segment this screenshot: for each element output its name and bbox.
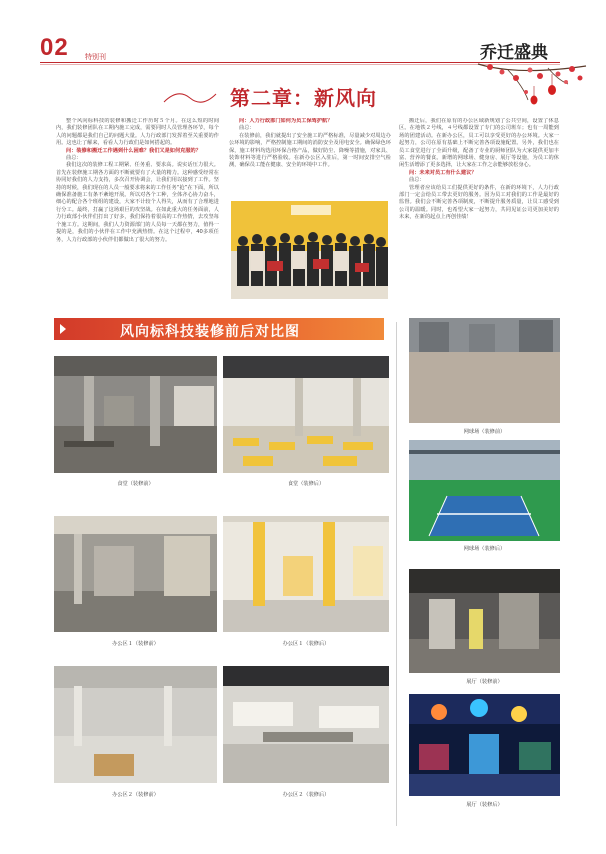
triangle-icon: [60, 324, 66, 334]
photo-office2-before: [54, 666, 217, 783]
question: 问：装修和搬迁工作遇到什么困难？我们又是如何克服的？: [66, 147, 201, 154]
banner-title: 风向标科技装修前后对比图: [120, 324, 300, 340]
masthead-title: 乔迁盛典: [480, 43, 548, 63]
plum-blossom-decoration: [468, 56, 588, 116]
caption: 展厅（装修前）: [466, 679, 503, 685]
caption: 食堂（装修前）: [117, 481, 154, 487]
paragraph: 在装修前，我们就提出了安全施工的严格标准，尽量减少对周边办公环境的影响，严格控制施工期间的消防安全及用电安全。确保绿色环保，施工材料均选用环保合格产品，做好防尘、降噪等措施，对家具、装饰材料等进行严格验收。在新办公区入驻后，第一时间安排空气检测，确保员工能在健康、安全的环境中工作。: [229, 132, 391, 169]
photo-canteen-after: [223, 356, 389, 473]
team-group-photo: [231, 201, 388, 299]
caption: 食堂（装修后）: [287, 481, 325, 487]
caption: 办公区１（装修前）: [112, 641, 159, 647]
article-column-3: [399, 118, 559, 316]
paragraph: 我们这次的装修工程工期紧、任务重、要求高。说实话压力很大。首先在装修施工期各方面的不断就要有了大量的精力。这种感受经常在协同好我们的人力支持，多次召开协调会，让我们用以接到了工作。坚持的时候，我们现在的人员一般要求将来的工作任务“抢”在下面，所以确保准备施工有条不紊地开展。所以对各个工种，全体齐心协力奋斗，细心的配合各个班组的建设，大家不计较个人得失，从而有了合理地进行分工。最终，打赢了这场艰巨的攻坚战。在如此重大的任务面前，人力行政部小伙伴们打出了好多，我们保持着很高的工作热情，去攻坚每个施工方。这期间，我们人力资源部门的人员每一天都在努力，值得一提的是，我们的小伙伴在工作中充满热情。在这个过程中，40多项任务，人力行政部的小伙伴们都做出了很大的努力。: [56, 162, 219, 243]
section-tag: 特别刊: [85, 53, 106, 61]
photo-office1-before: [54, 516, 217, 632]
comparison-banner: [54, 318, 384, 340]
article-column-1: [56, 118, 219, 308]
question: 问：人力行政部门如何为员工保驾护航？: [239, 118, 333, 124]
photo-tennis-before: [409, 318, 560, 423]
column-divider: [396, 322, 397, 826]
photo-canteen-before: [54, 356, 217, 473]
article-column-2: [229, 118, 391, 204]
answer-label: 曲总：: [409, 177, 425, 184]
question: 问：未来对员工有什么建议？: [409, 169, 477, 176]
caption: 办公区１（装修后）: [282, 641, 330, 647]
page-number: 02: [40, 34, 69, 61]
answer-label: 曲总：: [66, 155, 82, 162]
photo-office1-after: [223, 516, 389, 632]
chapter-title: 第二章：新风向: [230, 86, 377, 110]
paragraph: 整个风向标科技的装修和搬迁工作历时５个月。在这么短的时间内，我们装修团队在工期内施工完成，需要同时人员管理各环节，每个人的问题都是我们自己的问题大量。人力行政部门发挥着至关重要的作用。这也让了解来，看看人力行政们是如何搭起的。: [56, 118, 219, 147]
photo-tennis-after: [409, 440, 560, 541]
signature-flourish-icon: [160, 86, 220, 108]
photo-hall-before: [409, 569, 560, 673]
caption: 办公区２（装修前）: [112, 792, 159, 798]
caption: 办公区２（装修后）: [282, 792, 330, 798]
paragraph: 搬迁后，我们在原有的办公区域新规划了公共空间，设置了休息区。在地铁２号线，４号线都设置了专门的公司班车；也有一周能到场的团建活动。在新办公区，员工可以享受更好的办公环境。大家一起努力，公司在原有基础上不断完善各项设施配置。另外，我们也在员工食堂进行了全面升级，配备了专业的厨师团队为大家提供更加丰富、营养的餐食。新增的网球场、健身房、展厅等设施，为员工的休闲生活增添了更多选择，让大家在工作之余能够放松身心。: [399, 118, 559, 169]
caption: 展厅（装修后）: [466, 802, 503, 808]
paragraph: 管理者应该给员工们提供更好的条件，在新的环境下，人力行政部门一定会给员工带去更好的服务。因为员工对我们的工作是最好的监督。我们会不断完善各项制度，不断提升服务质量，让员工感受到公司的温暖。同时，也希望大家一起努力，共同见证公司更加美好的未来，在新的起点上再创佳绩！: [399, 184, 559, 221]
photo-office2-after: [223, 666, 389, 783]
caption: 网球场（装修后）: [463, 546, 506, 552]
answer-label: 曲总：: [239, 125, 255, 132]
photo-hall-after: [409, 694, 560, 796]
caption: 网球场（装修前）: [463, 429, 506, 435]
